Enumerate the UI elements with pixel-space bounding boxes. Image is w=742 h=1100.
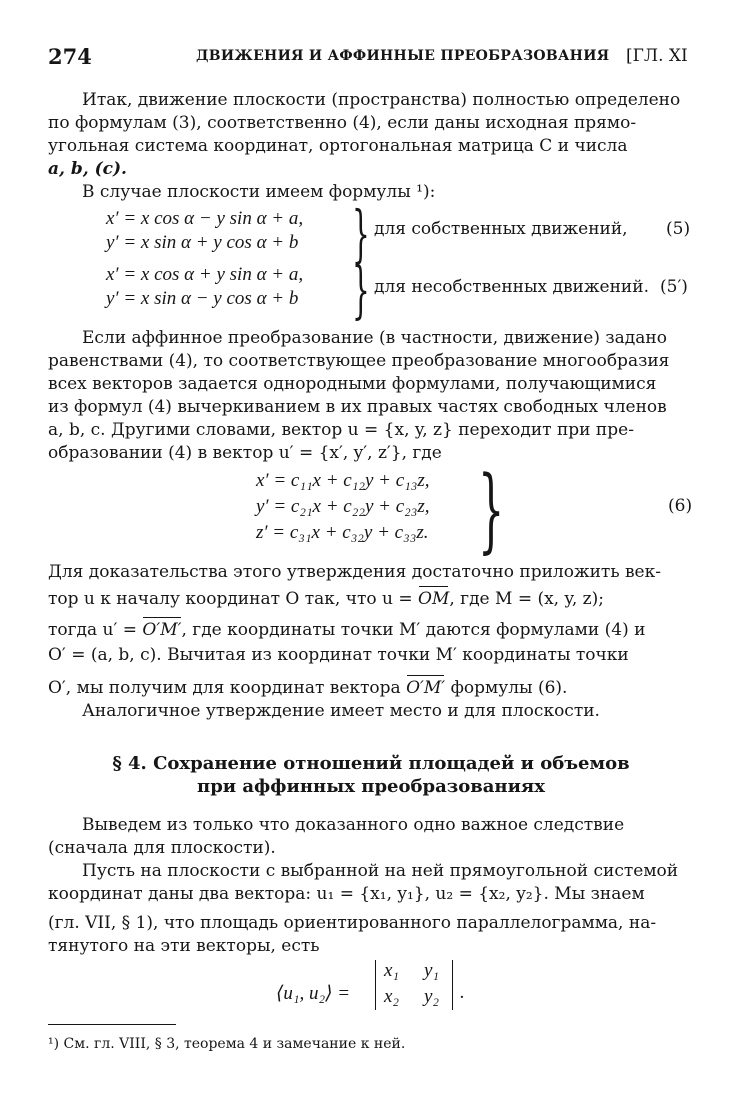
- para4-line3-end: , где координаты точки M′ даются формулами (4) и: [181, 620, 646, 640]
- para4-line1: Для доказательства этого утверждения достаточно приложить век-: [48, 562, 661, 582]
- vector-O1M1-b: O′M′: [406, 678, 446, 698]
- para4-line3: [48, 620, 645, 640]
- para3-line5: a, b, c. Другими словами, вектор u = {x, y, z} переходит при пре-: [48, 420, 634, 440]
- para4-line5-end: формулы (6).: [450, 678, 568, 698]
- eq5-tag: (5): [666, 219, 691, 239]
- det-lhs: ⟨u₁, u₂⟩ =: [276, 983, 351, 1004]
- det-right-bar: [452, 960, 453, 1010]
- para4-line2-start: тор u к началу координат O так, что u =: [48, 589, 413, 609]
- section-heading-line1: § 4. Сохранение отношений площадей и объемов: [112, 753, 630, 774]
- eq6-tag: (6): [668, 496, 693, 516]
- para5-line2: (сначала для плоскости).: [48, 838, 276, 858]
- eq5-description: для собственных движений,: [374, 219, 628, 239]
- para2-line1: В случае плоскости имеем формулы ¹):: [82, 182, 436, 202]
- para3-line6: образовании (4) в вектор u′ = {x′, y′, z′}, где: [48, 443, 442, 463]
- eq5p-line2: y′ = x sin α − y cos α + b: [106, 288, 299, 309]
- eq5p-brace: }: [352, 253, 370, 326]
- para1-line4: a, b, (c).: [48, 159, 127, 179]
- para1-line2: по формулам (3), соответственно (4), если даны исходная прямо-: [48, 113, 637, 133]
- eq6-line2: y′ = c₂₁x + c₂₂y + c₂₃z,: [256, 496, 430, 517]
- section-heading-line2: при аффинных преобразованиях: [197, 776, 545, 797]
- eq5p-tag: (5′): [660, 277, 688, 297]
- para4-line6: Аналогичное утверждение имеет место и для плоскости.: [82, 701, 600, 721]
- eq5p-description: для несобственных движений.: [374, 277, 649, 297]
- para3-line2: равенствами (4), то соответствующее преобразование многообразия: [48, 351, 670, 371]
- eq5p-line1: x′ = x cos α + y sin α + a,: [106, 264, 304, 285]
- footnote-rule: [48, 1024, 176, 1025]
- para4-line5-start: O′, мы получим для координат вектора: [48, 678, 401, 698]
- vector-O1M1: O′M′: [142, 620, 182, 640]
- para4-line3-start: тогда u′ =: [48, 620, 138, 640]
- det-a11: x₁: [384, 960, 400, 981]
- det-a22: y₂: [424, 986, 440, 1007]
- det-a21: x₂: [384, 986, 400, 1007]
- para3-line1: Если аффинное преобразование (в частности, движение) задано: [82, 328, 667, 348]
- eq5-line1: x′ = x cos α − y sin α + a,: [106, 208, 304, 229]
- running-title: ДВИЖЕНИЯ И АФФИННЫЕ ПРЕОБРАЗОВАНИЯ: [196, 48, 610, 64]
- para1-line3: угольная система координат, ортогональная матрица C и числа: [48, 136, 628, 156]
- det-a12: y₁: [424, 960, 440, 981]
- para4-line2: [48, 589, 604, 609]
- para4-line4: O′ = (a, b, c). Вычитая из координат точки M′ координаты точки: [48, 645, 629, 665]
- det-end: .: [460, 982, 465, 1003]
- vector-OM: OM: [418, 589, 450, 609]
- det-left-bar: [375, 960, 376, 1010]
- para3-line3: всех векторов задается однородными формулами, получающимися: [48, 374, 657, 394]
- footnote: ¹) См. гл. VIII, § 3, теорема 4 и замечание к ней.: [48, 1036, 406, 1052]
- para5-line1: Выведем из только что доказанного одно важное следствие: [82, 815, 625, 835]
- para6-line3: (гл. VII, § 1), что площадь ориентированного параллелограмма, на-: [48, 913, 657, 933]
- eq5-line2: y′ = x sin α + y cos α + b: [106, 232, 299, 253]
- para3-line4: из формул (4) вычеркиванием в их правых частях свободных членов: [48, 397, 667, 417]
- eq6-line1: x′ = c₁₁x + c₁₂y + c₁₃z,: [256, 470, 430, 491]
- para6-line2: координат даны два вектора: u₁ = {x₁, y₁}, u₂ = {x₂, y₂}. Мы знаем: [48, 884, 645, 904]
- para1-line1: Итак, движение плоскости (пространства) полностью определено: [82, 90, 681, 110]
- para6-line4: тянутого на эти векторы, есть: [48, 936, 320, 956]
- eq5-brace: }: [352, 197, 370, 270]
- chapter-ref: [ГЛ. XI: [626, 46, 688, 66]
- para6-line1: Пусть на плоскости с выбранной на ней прямоугольной системой: [82, 861, 679, 881]
- para4-line2-end: , где M = (x, y, z);: [449, 589, 604, 609]
- eq6-line3: z′ = c₃₁x + c₃₂y + c₃₃z.: [256, 522, 429, 543]
- eq6-brace: }: [478, 456, 505, 563]
- page-number: 274: [48, 44, 92, 69]
- para4-line5: [48, 678, 567, 698]
